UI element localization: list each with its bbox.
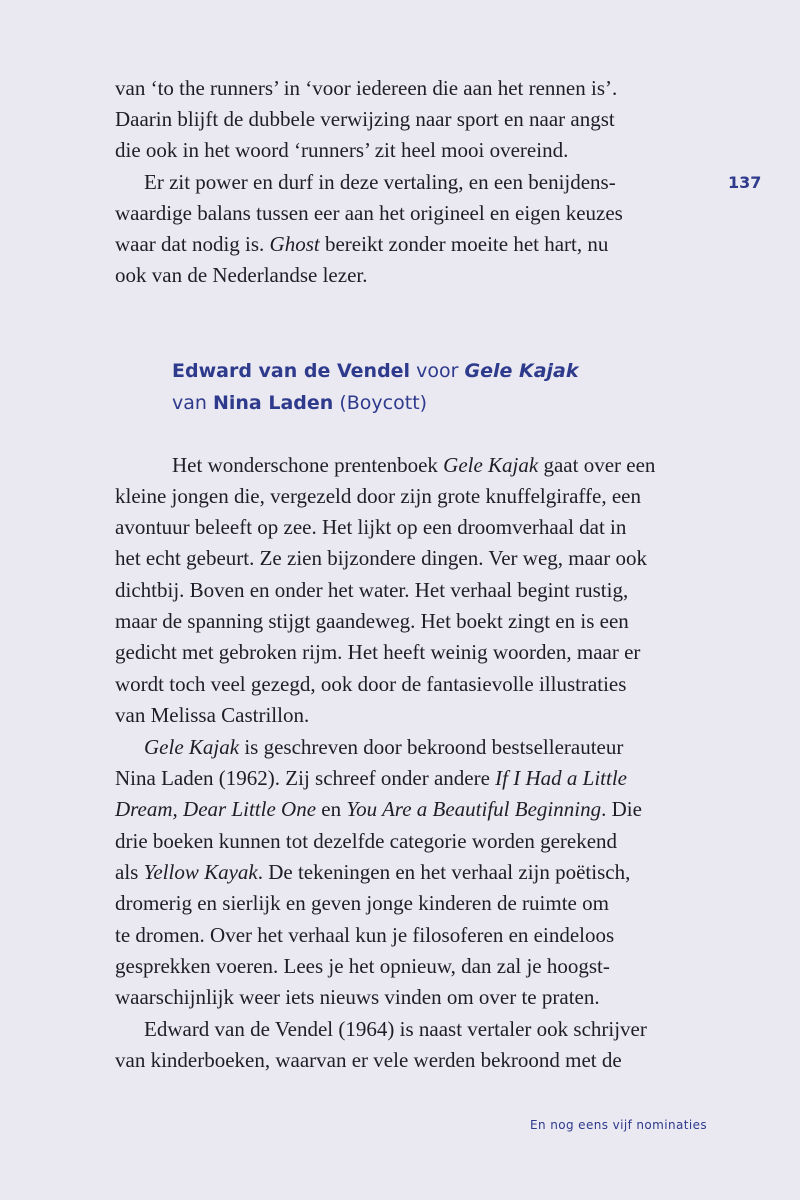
body-line: van Melissa Castrillon. (115, 703, 310, 727)
translator-name: Edward van de Vendel (172, 360, 411, 382)
body-line: Gele Kajak is geschreven door bekroond bestsellerauteur (144, 735, 624, 759)
italic-title: Gele Kajak (144, 735, 240, 759)
italic-title: Gele Kajak (443, 453, 539, 477)
publisher: (Boycott) (339, 392, 428, 414)
running-footer: En nog eens vijf nominaties (530, 1118, 708, 1132)
body-line: maar de spanning stijgt gaandeweg. Het boekt zingt en is een (115, 609, 629, 633)
body-line: Edward van de Vendel (1964) is naast vertaler ook schrijver (144, 1017, 647, 1041)
page-number: 137 (728, 173, 762, 192)
body-line: Nina Laden (1962). Zij schreef onder andere If I Had a Little (115, 766, 627, 790)
body-line: het echt gebeurt. Ze zien bijzondere dingen. Ver weg, maar ook (115, 546, 647, 570)
body-line: gedicht met gebroken rijm. Het heeft weinig woorden, maar er (115, 640, 641, 664)
body-line: Dream, Dear Little One en You Are a Beautiful Beginning. Die (115, 797, 642, 821)
section-heading-line-1 (172, 356, 579, 387)
heading-voor: voor (416, 360, 459, 382)
italic-title: Yellow Kayak (143, 860, 258, 884)
heading-van: van (172, 392, 207, 414)
italic-title: You Are a Beautiful Beginning (346, 797, 602, 821)
body-line: avontuur beleeft op zee. Het lijkt op een droomverhaal dat in (115, 515, 627, 539)
body-line: waardige balans tussen eer aan het origineel en eigen keuzes (115, 201, 623, 225)
body-line: te dromen. Over het verhaal kun je filosoferen en eindeloos (115, 923, 615, 947)
body-line: waarschijnlijk weer iets nieuws vinden om over te praten. (115, 985, 600, 1009)
body-line: gesprekken voeren. Lees je het opnieuw, dan zal je hoogst- (115, 954, 610, 978)
italic-title: Ghost (269, 232, 320, 256)
body-line: Er zit power en durf in deze vertaling, en een benijdens- (144, 170, 616, 194)
body-line: die ook in het woord ‘runners’ zit heel mooi overeind. (115, 138, 569, 162)
section-heading-line-2 (172, 388, 427, 419)
body-line: kleine jongen die, vergezeld door zijn grote knuffelgiraffe, een (115, 484, 641, 508)
body-line: van kinderboeken, waarvan er vele werden bekroond met de (115, 1048, 622, 1072)
italic-title: If I Had a Little (495, 766, 627, 790)
body-line: ook van de Nederlandse lezer. (115, 263, 368, 287)
body-line: van ‘to the runners’ in ‘voor iedereen die aan het rennen is’. (115, 76, 618, 100)
body-line: drie boeken kunnen tot dezelfde categorie worden gerekend (115, 829, 618, 853)
italic-title: Dream, Dear Little One (115, 797, 317, 821)
body-line: als Yellow Kayak. De tekeningen en het verhaal zijn poëtisch, (115, 860, 631, 884)
book-title: Gele Kajak (464, 360, 579, 382)
body-line: dichtbij. Boven en onder het water. Het verhaal begint rustig, (115, 578, 629, 602)
body-line: wordt toch veel gezegd, ook door de fantasievolle illustraties (115, 672, 627, 696)
body-line: Het wonderschone prentenboek Gele Kajak gaat over een (172, 453, 656, 477)
body-line: waar dat nodig is. Ghost bereikt zonder moeite het hart, nu (115, 232, 609, 256)
body-line: Daarin blijft de dubbele verwijzing naar sport en naar angst (115, 107, 615, 131)
author-name: Nina Laden (212, 392, 334, 414)
body-line: dromerig en sierlijk en geven jonge kinderen de ruimte om (115, 891, 609, 915)
